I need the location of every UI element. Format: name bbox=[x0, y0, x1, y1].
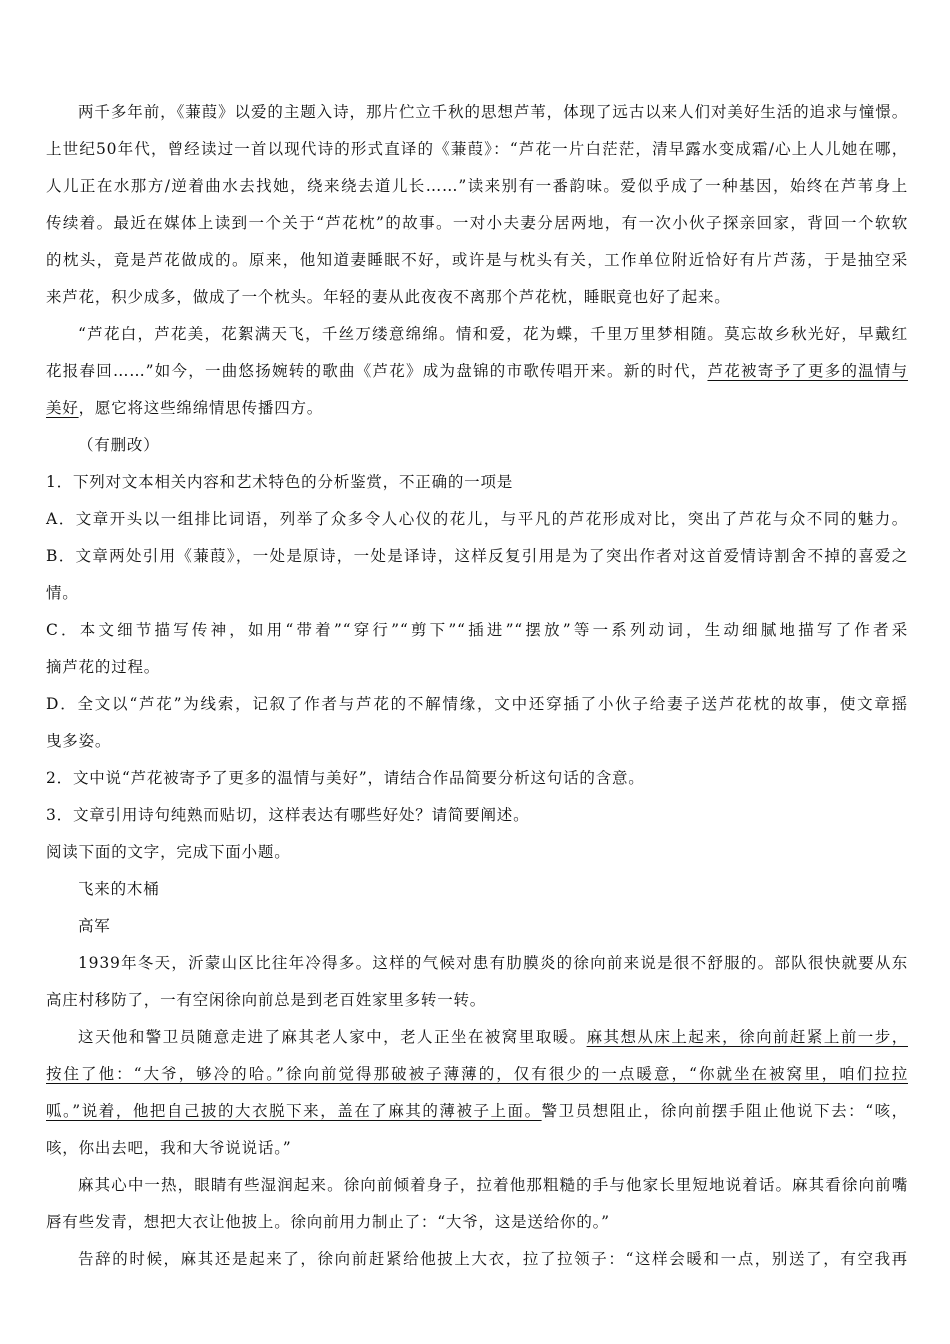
article-author: 高军 bbox=[78, 917, 111, 935]
plain-text: 花报春回……”如今，一曲悠扬婉转的歌曲《芦花》成为盘锦的市歌传唱开来。新的时代， bbox=[46, 362, 708, 380]
underlined-text: 按住了他：“大爷，够冷的哈。”徐向前觉得那破被子薄薄的，仅有很少的一点暖意，“你就坐在被窝里，咱们拉拉 bbox=[46, 1065, 908, 1083]
question-2: 2．文中说“芦花被寄予了更多的温情与美好”，请结合作品简要分析这句话的含意。 bbox=[46, 769, 645, 787]
text-line: 1939年冬天，沂蒙山区比往年冷得多。这样的气候对患有肋膜炎的徐向前来说是很不舒服的。部队很快就要从东 bbox=[78, 954, 908, 972]
text-line bbox=[46, 353, 908, 390]
text-line: “芦花白，芦花美，花絮满天飞，千丝万缕意绵绵。情和爱，花为蝶，千里万里梦相随。莫忘故乡秋光好，早戴红 bbox=[78, 325, 908, 343]
question-1: 1．下列对文本相关内容和艺术特色的分析鉴赏，不正确的一项是 bbox=[46, 473, 514, 491]
plain-text: 警卫员想阻止，徐向前摆手阻止他说下去：“咳， bbox=[541, 1102, 908, 1120]
option-b-cont: 情。 bbox=[46, 584, 79, 602]
text-line: 唇有些发青，想把大衣让他披上。徐向前用力制止了：“大爷，这是送给你的。” bbox=[46, 1213, 610, 1231]
text-line: 告辞的时候，麻其还是起来了，徐向前赶紧给他披上大衣，拉了拉领子：“这样会暖和一点，别送了，有空我再 bbox=[78, 1250, 908, 1268]
reading-instruction: 阅读下面的文字，完成下面小题。 bbox=[46, 843, 291, 861]
text-line bbox=[46, 1093, 908, 1130]
option-c: C．本文细节描写传神，如用“带着”“穿行”“剪下”“插进”“摆放”等一系列动词，生动细腻地描写了作者采 bbox=[46, 621, 908, 639]
text-line bbox=[46, 1019, 908, 1056]
plain-text: 这天他和警卫员随意走进了麻其老人家中，老人正坐在被窝里取暖。 bbox=[78, 1028, 587, 1046]
article-title: 飞来的木桶 bbox=[78, 880, 160, 898]
document-page bbox=[46, 94, 908, 1278]
text-line bbox=[46, 390, 908, 427]
option-b: B．文章两处引用《蒹葭》，一处是原诗，一处是译诗，这样反复引用是为了突出作者对这首爱情诗割舍不掉的喜爱之 bbox=[46, 547, 908, 565]
text-line: 上世纪50年代，曾经读过一首以现代诗的形式直译的《蒹葭》：“芦花一片白茫茫，清早露水变成霜/心上人儿她在哪， bbox=[46, 140, 908, 158]
underlined-text: 芦花被寄予了更多的温情与 bbox=[707, 362, 908, 380]
plain-text: ，愿它将这些绵绵情思传播四方。 bbox=[78, 399, 324, 417]
text-line: 人儿正在水那方/逆着曲水去找她，绕来绕去道儿长……”读来别有一番韵味。爱似乎成了一种基因，始终在芦苇身上 bbox=[46, 177, 908, 195]
text-line: 高庄村移防了，一有空闲徐向前总是到老百姓家里多转一转。 bbox=[46, 991, 487, 1009]
text-line bbox=[46, 1056, 908, 1093]
underlined-text: 呱。”说着，他把自己披的大衣脱下来，盖在了麻其的薄被子上面。 bbox=[46, 1102, 542, 1120]
text-line: 传续着。最近在媒体上读到一个关于“芦花枕”的故事。一对小夫妻分居两地，有一次小伙子探亲回家，背回一个软软 bbox=[46, 214, 908, 232]
question-3: 3．文章引用诗句纯熟而贴切，这样表达有哪些好处？请简要阐述。 bbox=[46, 806, 530, 824]
option-d: D．全文以“芦花”为线索，记叙了作者与芦花的不解情缘，文中还穿插了小伙子给妻子送芦花枕的故事，使文章摇 bbox=[46, 695, 908, 713]
text-line: 来芦花，积少成多，做成了一个枕头。年轻的妻从此夜夜不离那个芦花枕，睡眠竟也好了起来。 bbox=[46, 288, 731, 306]
text-line: 麻其心中一热，眼睛有些湿润起来。徐向前倾着身子，拉着他那粗糙的手与他家长里短地说着话。麻其看徐向前嘴 bbox=[78, 1176, 908, 1194]
option-c-cont: 摘芦花的过程。 bbox=[46, 658, 161, 676]
option-a: A．文章开头以一组排比词语，列举了众多令人心仪的花儿，与平凡的芦花形成对比，突出了芦花与众不同的魅力。 bbox=[46, 510, 908, 528]
source-note: （有删改） bbox=[78, 436, 160, 454]
text-line: 两千多年前，《蒹葭》以爱的主题入诗，那片伫立千秋的思想芦苇，体现了远古以来人们对美好生活的追求与憧憬。 bbox=[78, 103, 908, 121]
text-line: 咳，你出去吧，我和大爷说说话。” bbox=[46, 1139, 292, 1157]
option-d-cont: 曳多姿。 bbox=[46, 732, 112, 750]
underlined-text: 麻其想从床上起来，徐向前赶紧上前一步， bbox=[586, 1028, 908, 1046]
underlined-text: 美好 bbox=[46, 399, 79, 417]
text-line: 的枕头，竟是芦花做成的。原来，他知道妻睡眠不好，或许是与枕头有关，工作单位附近恰好有片芦荡，于是抽空采 bbox=[46, 251, 908, 269]
